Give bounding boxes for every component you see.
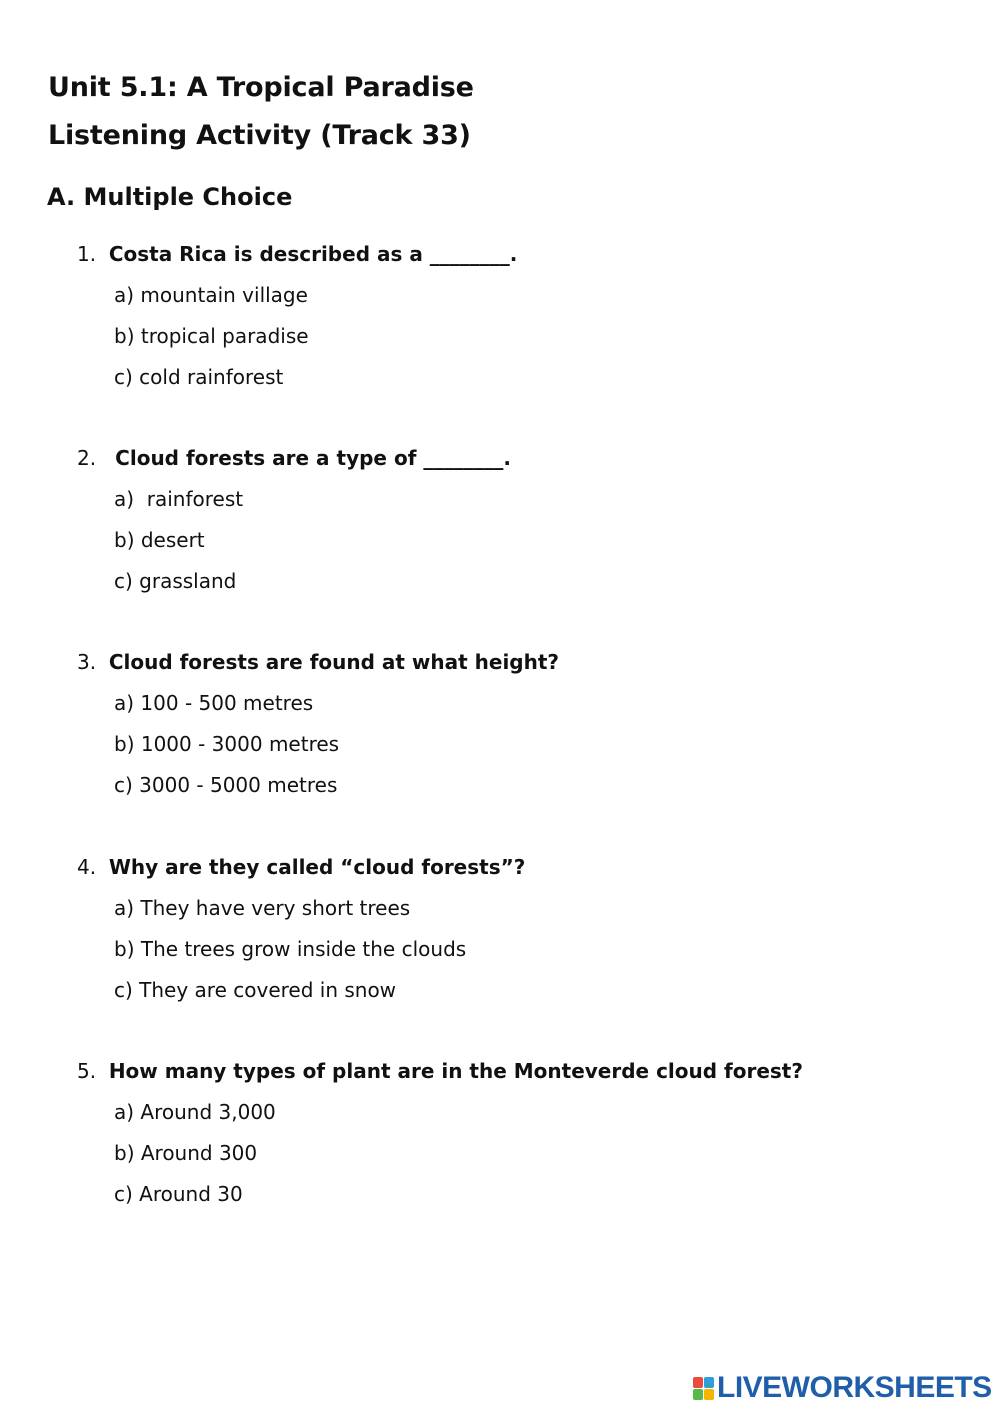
question-text: Why are they called “cloud forests”? (108, 855, 526, 879)
question-number: 5. (77, 1059, 97, 1083)
option-b[interactable]: b) tropical paradise (114, 324, 309, 348)
question-text: Costa Rica is described as a ________. (108, 242, 518, 266)
option-c[interactable]: c) grassland (114, 569, 237, 593)
option-a[interactable]: a) mountain village (114, 283, 308, 307)
section-title: A. Multiple Choice (47, 183, 293, 211)
question-1 (77, 240, 957, 404)
question-number: 1. (77, 242, 97, 266)
option-c[interactable]: c) They are covered in snow (114, 978, 397, 1002)
question-5 (77, 1057, 957, 1221)
option-a[interactable]: a) Around 3,000 (114, 1100, 276, 1124)
option-c[interactable]: c) cold rainforest (114, 365, 284, 389)
question-2-line (77, 444, 957, 472)
question-4-line (77, 853, 957, 881)
question-text: Cloud forests are found at what height? (108, 650, 560, 674)
question-number: 3. (77, 650, 97, 674)
option-b[interactable]: b) 1000 - 3000 metres (114, 732, 340, 756)
question-3 (77, 648, 957, 812)
question-3-options (114, 689, 957, 799)
question-1-options (114, 281, 957, 391)
option-b[interactable]: b) The trees grow inside the clouds (114, 937, 467, 961)
question-4 (77, 853, 957, 1017)
question-5-options (114, 1098, 957, 1208)
question-2 (77, 444, 957, 608)
question-3-line (77, 648, 957, 676)
liveworksheets-brand (692, 1373, 992, 1403)
question-1-line (77, 240, 957, 268)
question-2-options (114, 485, 957, 595)
liveworksheets-logo-icon (692, 1376, 714, 1400)
question-number: 2. (77, 446, 97, 470)
option-b[interactable]: b) Around 300 (114, 1141, 258, 1165)
option-c[interactable]: c) Around 30 (114, 1182, 243, 1206)
question-text: How many types of plant are in the Monteverde cloud forest? (108, 1059, 803, 1083)
option-a[interactable]: a) rainforest (114, 487, 244, 511)
worksheet-title: Unit 5.1: A Tropical Paradise (48, 72, 474, 103)
question-5-line (77, 1057, 957, 1085)
worksheet-subtitle: Listening Activity (Track 33) (48, 120, 471, 151)
option-a[interactable]: a) 100 - 500 metres (114, 691, 314, 715)
brand-text: LIVEWORKSHEETS (717, 1371, 992, 1404)
option-b[interactable]: b) desert (114, 528, 205, 552)
question-4-options (114, 894, 957, 1004)
option-c[interactable]: c) 3000 - 5000 metres (114, 773, 338, 797)
question-text: Cloud forests are a type of ________. (115, 446, 511, 470)
option-a[interactable]: a) They have very short trees (114, 896, 411, 920)
question-number: 4. (77, 855, 97, 879)
